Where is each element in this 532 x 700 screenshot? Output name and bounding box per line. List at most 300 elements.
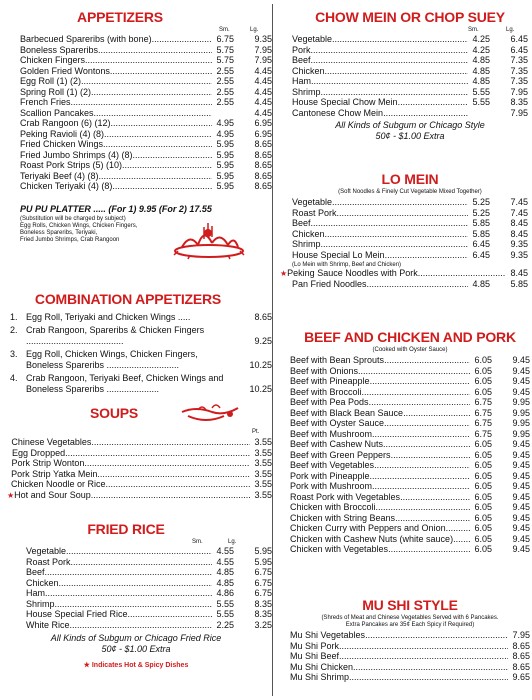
item-price-lg: 7.35 [510,65,528,76]
item-price-lg: 3.25 [254,619,272,630]
item-price-sm: 5.75 [216,55,234,65]
combination-item-row [10,349,272,371]
leader-dots [65,449,250,458]
leader-dots [370,377,470,386]
item-price-lg: 4.45 [254,76,272,86]
item-price-lg: 8.65 [254,170,272,181]
item-name: Boneless Spareribs [20,44,99,55]
item-name: House Special Fried Rice [26,609,128,619]
combination-title: COMBINATION APPETIZERS [34,291,222,307]
col-sm: Sm. [219,27,230,33]
item-price-sm: 4.25 [472,44,490,55]
item-price-sm: 5.25 [472,207,490,218]
leader-dots [85,56,212,65]
appetizers-title: APPETIZERS [77,9,163,25]
menu-item-row [292,240,528,251]
mu-shi-subtitle-2: Extra Pancakes are 35¢ Each Spicy if Required) [345,622,475,628]
leader-dots [385,251,468,260]
item-price-sm: 4.85 [216,577,234,588]
item-price-lg: 7.45 [510,197,528,207]
leader-dots [311,219,468,228]
item-name: Chicken with String Beans [290,512,396,523]
item-price-sm: 6.75 [474,418,492,428]
item-price-lg: 6.45 [510,34,528,44]
item-price-sm: 6.05 [474,491,492,502]
item-number: 1. [10,312,18,322]
menu-item-row [290,419,530,430]
item-price-lg: 8.65 [254,160,272,170]
item-price-lg: 9.45 [512,376,530,386]
menu-item-row [292,209,528,220]
menu-item-row [292,46,528,57]
item-name: Roast Pork with Vegetables [290,491,401,502]
menu-item-row [20,182,272,193]
item-name: Fried Jumbo Shrimps (4) (8) [20,149,133,160]
item-price-lg: 8.35 [254,609,272,619]
leader-dots [91,438,250,447]
item-price-lg: 9.95 [512,397,530,407]
chow-mein-note-1: All Kinds of Subgum or Chicago Style [335,120,485,130]
menu-item-row [292,77,528,88]
menu-item-row [292,56,528,67]
leader-dots [71,98,212,107]
item-price-sm: 2.55 [216,65,234,76]
item-price-sm: 5.55 [216,598,234,609]
item-price-lg: 9.45 [512,533,530,544]
leader-dots [105,480,250,489]
item-name: Pork [292,44,311,55]
leader-dots [339,642,508,651]
fried-rice-section [26,522,272,669]
leader-dots [403,409,470,418]
leader-dots [400,493,470,502]
leader-dots [59,579,212,588]
leader-dots [325,230,468,239]
menu-item-row [26,547,272,558]
pupu-sub-3: Boneless Spareribs, Teriyaki, [20,229,98,236]
chow-mein-col-headers [292,27,528,36]
item-name: House Special Chow Mein [292,97,398,107]
item-name: Chicken with Vegetables [290,544,389,554]
item-name: Vegetable [292,197,333,207]
item-name: Pan Fried Noodles [292,278,367,289]
leader-dots [84,459,250,468]
item-name: Scallion Pancakes [20,107,94,118]
item-name: Mu Shi Beef [290,651,340,661]
item-name: Hot and Sour Soup [14,489,91,500]
item-price-sm: 5.25 [472,197,490,207]
item-name: White Rice [26,619,70,630]
leader-dots [376,503,470,512]
menu-item-row [292,35,528,46]
item-price-lg: 6.75 [254,577,272,588]
menu-item-row [20,77,272,88]
item-price-sm: 4.55 [216,546,234,556]
item-price-lg: 8.65 [254,149,272,160]
item-price-lg: 9.45 [512,481,530,491]
item-price-lg: 9.45 [512,470,530,481]
beef-chicken-pork-section [290,330,530,556]
item-name: Egg Roll (1) (2) [20,76,82,86]
pupu-platter-title: PU PU PLATTER ..... (For 1) 9.95 (For 2) 17.55 [20,203,212,214]
fried-rice-title: FRIED RICE [87,521,165,537]
menu-item-row [26,558,272,569]
chow-mein-title: CHOW MEIN OR CHOP SUEY [315,9,505,25]
item-price-lg: 7.45 [510,207,528,218]
pupu-sub-4: Fried Jumbo Shrimps, Crab Rangoon [20,236,120,243]
item-name: Shrimp [292,239,321,249]
item-name: Chicken Noodle or Rice [10,479,106,489]
item-price-lg: 9.45 [512,544,530,554]
item-price-sm: 2.55 [216,76,234,86]
item-name: Beef with Oyster Sauce [290,418,385,428]
leader-dots [358,367,470,376]
soup-bowl-illustration [178,402,242,424]
item-price-lg: 5.95 [254,546,272,556]
item-number: 2. [10,325,18,335]
menu-item-row [7,438,272,449]
item-price-sm: 4.85 [216,567,234,577]
leader-dots [395,514,470,523]
item-price-lg: 9.45 [512,386,530,397]
fried-rice-col-headers [26,539,272,548]
item-name: Mu Shi Vegetables [290,630,366,640]
item-price-lg: 4.45 [254,86,272,97]
leader-dots [388,545,470,554]
item-price-sm: 6.05 [474,449,492,460]
item-price-sm: 6.05 [474,355,492,365]
menu-item-row [7,480,272,491]
item-price: 7.95 [512,630,530,640]
item-name: Beef with Cashew Nuts [290,439,384,449]
menu-item-row [20,119,272,130]
item-price: 3.55 [254,458,272,468]
item-price-sm: 6.45 [472,249,490,260]
leader-dots [339,652,508,661]
item-price-lg: 9.45 [512,365,530,376]
leader-dots [325,67,468,76]
item-price: 10.25 [249,384,272,394]
menu-item-row [26,579,272,590]
menu-item-row [292,219,528,230]
item-price-sm: 6.05 [474,502,492,512]
menu-item-row [290,631,530,642]
leader-dots [337,209,468,218]
item-price-lg: 9.45 [512,355,530,365]
item-price-lg: 9.95 [512,428,530,439]
menu-item-row [26,610,272,621]
item-price-sm: 6.05 [474,376,492,386]
col-lg: Lg. [250,27,259,33]
item-price: 9.65 [512,672,530,682]
item-price: 3.55 [254,447,272,458]
pu-pu-platter-illustration [170,221,248,261]
item-price-sm: 6.05 [474,481,492,491]
item-price-lg: 6.95 [254,128,272,139]
item-name: Chicken Curry with Peppers and Onion [290,523,446,533]
menu-item-row [292,198,528,209]
item-price-sm: 6.05 [474,439,492,449]
item-name: Chicken Fingers [20,55,86,65]
menu-item-row [290,377,530,388]
leader-dots [384,356,470,365]
item-price-lg: 4.45 [254,65,272,76]
item-price-sm: 5.95 [216,149,234,160]
item-price-lg: 8.35 [254,598,272,609]
leader-dots [91,491,250,500]
leader-dots [112,182,212,191]
item-price: 8.65 [512,651,530,661]
leader-dots [311,46,468,55]
leader-dots [81,77,212,86]
menu-item-row [20,161,272,172]
item-name: Roast Pork Strips (5) (10) [20,160,123,170]
leader-dots [152,35,212,44]
leader-dots [365,631,508,640]
item-price-sm: 5.85 [472,218,490,228]
item-price-lg: 4.45 [254,107,272,118]
item-price-lg: 9.95 [512,418,530,428]
menu-item-row [290,461,530,472]
item-name: Beef with Bean Sprouts [290,355,385,365]
leader-dots [398,98,468,107]
leader-dots [332,198,468,207]
leader-dots [99,172,212,181]
menu-item-row [20,35,272,46]
menu-item-row [292,98,528,109]
chow-mein-section [292,10,528,141]
item-name: Pork with Mushroom [290,481,373,491]
leader-dots [98,46,212,55]
item-price: 8.65 [254,312,272,322]
mu-shi-subtitle-1: (Shreds of Meat and Chinese Vegetables Served with 6 Pancakes. [321,615,499,621]
hot-spicy-note: ★ Indicates Hot & Spicy Dishes [83,662,189,669]
item-price: 3.55 [254,468,272,479]
item-price: 3.55 [254,489,272,500]
item-name: Chicken [292,228,325,239]
item-name: House Special Lo Mein [292,249,385,260]
item-price-lg: 6.45 [510,44,528,55]
leader-dots [103,140,212,149]
item-price-lg: 9.45 [512,523,530,533]
item-price: 8.65 [512,661,530,672]
menu-item-row [292,67,528,78]
item-name: Cantonese Chow Mein [292,107,384,118]
item-price-sm: 5.75 [216,44,234,55]
item-price-lg: 9.35 [254,34,272,44]
item-name: Chinese Vegetables [11,437,92,447]
item-name: Vegetable [26,546,67,556]
menu-item-row [290,398,530,409]
menu-item-row [7,459,272,470]
item-name: Beef [292,218,311,228]
item-name: Barbecued Spareribs (with bone) [20,34,152,44]
leader-dots [128,610,212,619]
leader-dots [311,77,468,86]
item-name: French Fries [20,97,71,107]
item-price-sm: 4.85 [472,76,490,86]
item-price-lg: 9.35 [510,239,528,249]
item-name: Crab Rangoon, Spareribs & Chicken Fingers ....................................... [26,325,205,346]
item-price-lg: 5.95 [254,556,272,567]
star-icon: ★ [280,269,288,278]
mu-shi-title: MU SHI STYLE [362,597,458,613]
leader-dots [97,470,250,479]
item-name: Chicken [292,65,325,76]
item-price-sm: 6.75 [474,407,492,418]
item-price-lg: 9.45 [512,460,530,470]
item-price-lg: 6.95 [254,118,272,128]
item-price-lg: 7.95 [510,107,528,118]
item-price-sm: 6.05 [474,533,492,544]
item-price-sm: 6.05 [474,470,492,481]
item-name: Peking Sauce Noodles with Pork [287,268,418,278]
leader-dots [70,621,212,630]
item-price-sm: 5.55 [472,86,490,97]
item-name: Beef with Broccoli [290,386,362,397]
item-name: Beef with Onions [290,365,359,376]
chow-mein-note-2: 50¢ - $1.00 Extra [375,131,445,141]
item-name: Mu Shi Shrimp [290,672,350,682]
lo-mein-section [280,171,528,290]
leader-dots [332,35,468,44]
leader-dots [66,547,212,556]
item-name: Mu Shi Pork [290,640,340,651]
item-price-sm: 4.85 [472,65,490,76]
item-price-sm: 5.85 [472,228,490,239]
item-price-lg: 9.95 [512,407,530,418]
soups-section [7,404,272,501]
item-price-sm: 6.05 [474,544,492,554]
item-name: Fried Chicken Wings [20,139,104,149]
item-price-sm: 4.95 [216,128,234,139]
pupu-sub-2: Egg Rolls, Chicken Wings, Chicken Fingers, [20,222,138,229]
menu-item-row [290,482,530,493]
appetizers-section [20,10,272,275]
item-name: Pork Strip Yatka Mein [11,468,98,479]
item-name: Beef with Vegetables [290,460,375,470]
item-price-sm: 6.75 [474,397,492,407]
item-name: Crab Rangoon (6) (12) [20,118,111,128]
leader-dots [374,461,470,470]
item-name: Golden Fried Wontons [20,65,110,76]
pupu-sub-1: (Substitution will be charged by subject) [20,215,126,222]
item-name: Beef with Green Peppers [290,449,391,460]
item-price-lg: 9.45 [512,512,530,523]
leader-dots [362,388,470,397]
menu-item-row [20,140,272,151]
item-price-lg: 8.45 [510,218,528,228]
menu-item-row [290,356,530,367]
item-price-lg: 5.85 [510,278,528,289]
menu-item-row [290,524,530,535]
item-price-lg: 7.95 [510,86,528,97]
item-price: 3.55 [254,479,272,489]
leader-dots [91,88,212,97]
lo-mein-sub-2: (Lo Mein with Shrimp, Beef and Chicken) [292,262,402,268]
leader-dots [71,558,212,567]
item-price-lg: 8.35 [510,97,528,107]
combination-item-row [10,312,272,323]
leader-dots [122,161,212,170]
item-name: Ham [292,76,312,86]
star-icon: ★ [7,490,15,500]
item-price-sm: 5.55 [472,97,490,107]
item-price-lg: 9.45 [512,491,530,502]
item-price-sm: 5.95 [216,139,234,149]
leader-dots [383,440,470,449]
item-name: Roast Pork [26,556,71,567]
menu-item-row [290,440,530,451]
fried-rice-note-2: 50¢ - $1.00 Extra [101,644,171,654]
col-lg: Lg. [506,27,515,33]
leader-dots [311,56,468,65]
item-price-lg: 6.75 [254,588,272,598]
item-price-sm: 2.25 [216,619,234,630]
leader-dots [110,67,212,76]
item-price-sm: 6.05 [474,512,492,523]
item-price-sm: 6.45 [472,239,490,249]
leader-dots [369,398,470,407]
item-price-lg: 8.45 [510,228,528,239]
item-name: Beef with Pea Pods [290,397,369,407]
item-name: Pork Strip Wonton [11,458,85,468]
fried-rice-note-1: All Kinds of Subgum or Chicago Fried Rice [50,633,222,643]
combination-item-row [10,373,272,395]
leader-dots [94,109,212,118]
item-name: Roast Pork [292,207,337,218]
leader-dots [133,151,212,160]
combination-list [10,312,272,395]
item-price-sm: 4.86 [216,588,234,598]
leader-dots [384,419,470,428]
item-price-sm: 5.55 [216,609,234,619]
mu-shi-list [290,631,530,684]
beef-chicken-pork-title: BEEF AND CHICKEN AND PORK [304,329,516,345]
lo-mein-subtitle: (Soft Noodles & Finely Cut Vegetable Mixed Together) [338,189,482,195]
item-price-lg: 7.95 [254,55,272,65]
item-price-lg: 7.35 [510,55,528,65]
leader-dots [55,600,212,609]
mu-shi-section [290,598,530,684]
item-name: Pork with Pineapple [290,470,370,481]
item-price-sm: 6.75 [216,34,234,44]
item-price-sm: 5.95 [216,170,234,181]
item-name: Beef with Black Bean Sauce [290,407,404,418]
leader-dots [383,109,468,118]
menu-item-row [292,251,528,262]
leader-dots [453,535,470,544]
item-price-sm: 4.85 [472,55,490,65]
leader-dots [372,482,470,491]
item-name: Crab Rangoon, Teriyaki Beef, Chicken Wings and Boneless Spareribs ..................... [26,373,224,394]
leader-dots [370,472,470,481]
item-price-sm: 5.95 [216,181,234,191]
pan-fried-noodles-row [292,280,528,291]
leader-dots [391,451,470,460]
lo-mein-list [292,198,528,261]
col-lg: Lg. [228,539,237,545]
item-price-sm: 6.05 [474,523,492,533]
leader-dots [104,130,212,139]
item-name: Shrimp [26,598,55,609]
leader-dots [349,673,508,682]
item-name: Ham [26,588,46,598]
item-name: Egg Dropped [12,447,66,458]
col-pt: Pt. [252,429,260,435]
leader-dots [353,663,508,672]
beef-chicken-pork-subtitle: (Cooked with Oyster Sauce) [372,347,448,353]
